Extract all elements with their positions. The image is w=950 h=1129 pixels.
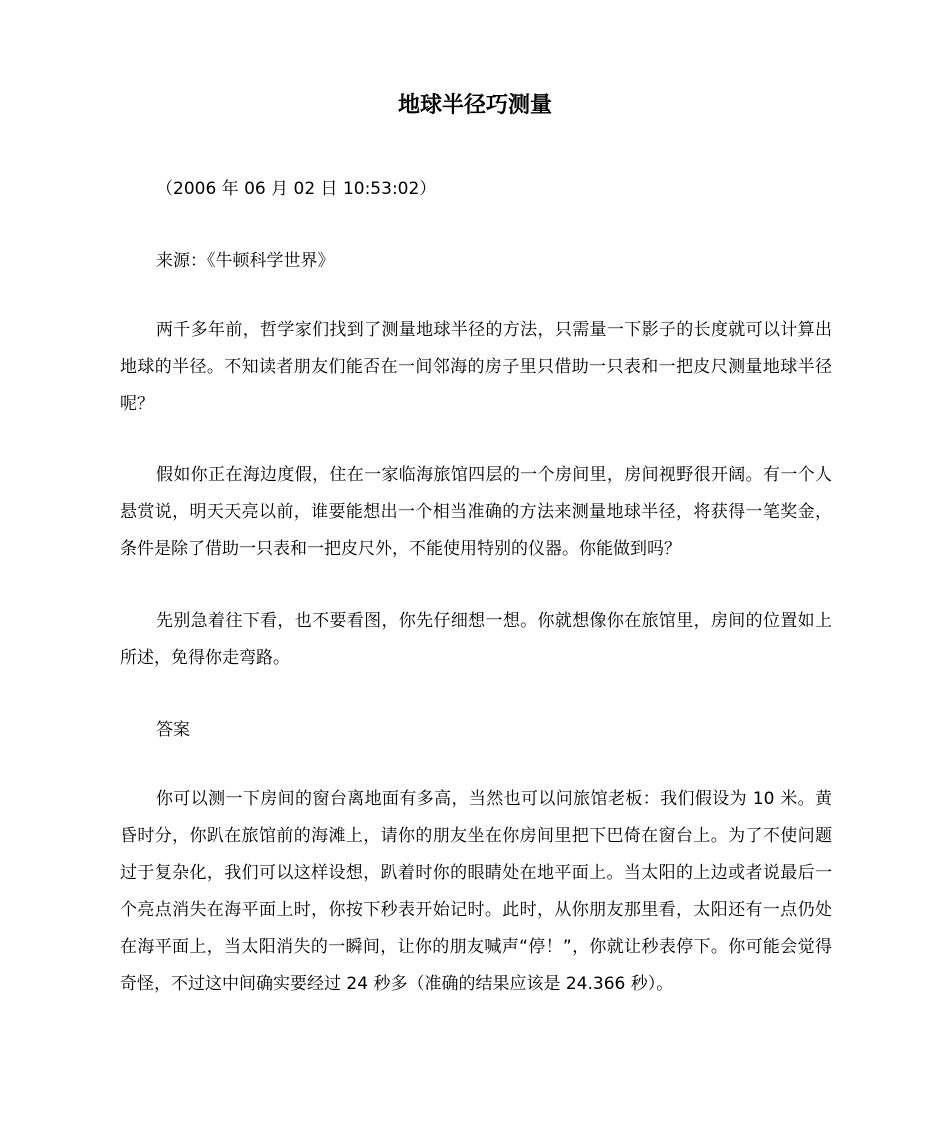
publish-date: （2006 年 06 月 02 日 10:53:02） xyxy=(156,179,437,199)
paragraph-answer: 你可以测一下房间的窗台离地面有多高，当然也可以问旅馆老板：我们假设为 10 米。黄昏时分，你趴在旅馆前的海滩上，请你的朋友坐在你房间里把下巴倚在窗台上。为了不使问题过于复杂化，我们可以这样设想，趴着时你的眼睛处在地平面上。当太阳的上边或者说最后一个亮点消失在海平面上时，你按下秒表开始记时。此时，从你朋友那里看，太阳还有一点仍处在海平面上，当太阳消失的一瞬间，让你的朋友喊声“停！”，你就让秒表停下。你可能会觉得奇怪，不过这中间确实要经过 24 秒多（准确的结果应该是 24.366 秒）。 xyxy=(120,789,832,994)
paragraph-intro: 两千多年前，哲学家们找到了测量地球半径的方法，只需量一下影子的长度就可以计算出地球的半径。不知读者朋友们能否在一间邻海的房子里只借助一只表和一把皮尺测量地球半径呢？ xyxy=(120,320,832,414)
paragraph-hint: 先别急着往下看，也不要看图，你先仔细想一想。你就想像你在旅馆里，房间的位置如上所述，免得你走弯路。 xyxy=(120,611,832,668)
answer-heading: 答案 xyxy=(156,720,190,740)
paragraph-scenario: 假如你正在海边度假，住在一家临海旅馆四层的一个房间里，房间视野很开阔。有一个人悬赏说，明天天亮以前，谁要能想出一个相当准确的方法来测量地球半径，将获得一笔奖金，条件是除了借助一只表和一把皮尺外，不能使用特别的仪器。你能做到吗？ xyxy=(120,465,832,559)
page-title: 地球半径巧测量 xyxy=(397,93,552,118)
source-line: 来源：《牛顿科学世界》 xyxy=(156,251,335,271)
